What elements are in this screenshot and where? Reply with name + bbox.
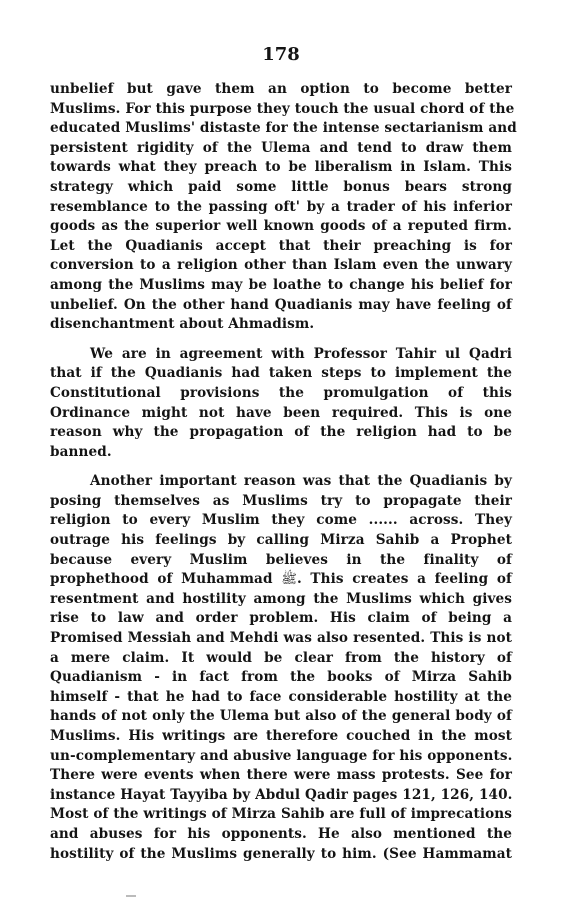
text-line: instance Hayat Tayyiba by Abdul Qadir pages 121, 126, 140.: [50, 786, 513, 803]
text-line: a mere claim. It would be clear from the history of: [50, 649, 512, 666]
text-line: that if the Quadianis had taken steps to implement the: [50, 365, 512, 382]
text-line: Muslims. His writings are therefore couched in the most: [50, 728, 512, 744]
text-line: towards what they preach to be liberalism in Islam. This: [50, 159, 512, 176]
honorific-glyph: ﷺ: [281, 572, 297, 588]
text-line: Most of the writings of Mirza Sahib are full of imprecations: [50, 806, 512, 823]
text-line: Ordinance might not have been required. This is one: [50, 404, 512, 421]
text-line: among the Muslims may be loathe to change his belief for: [50, 276, 512, 293]
text-line: educated Muslims' distaste for the intense sectarianism and: [50, 120, 517, 137]
text-line: conversion to a religion other than Islam even the unwary: [50, 257, 512, 274]
text-line: un-complementary and abusive language for his opponents.: [50, 747, 513, 764]
text-line: Quadianism - in fact from the books of Mirza Sahib: [50, 669, 512, 686]
body-text: [50, 80, 517, 864]
text-line: There were events when there were mass protests. See for: [50, 767, 512, 784]
text-line: resentment and hostility among the Muslims which gives: [50, 590, 512, 607]
text-line: banned.: [50, 443, 112, 460]
text-line-content: . This creates a feeling of: [296, 571, 512, 588]
scan-mark: [126, 895, 136, 897]
text-line: Constitutional provisions the promulgation of this: [50, 384, 512, 401]
text-line: unbelief but gave them an option to become better: [50, 81, 512, 97]
text-line: persistent rigidity of the Ulema and tend to draw them: [50, 139, 512, 156]
text-line: reason why the propagation of the religion had to be: [50, 424, 512, 441]
text-line: [50, 472, 512, 492]
paragraph-3: [50, 472, 512, 864]
paragraph-1: [50, 80, 517, 335]
text-line: Muslims. For this purpose they touch the usual chord of the: [50, 100, 515, 117]
page-number: 178: [262, 44, 300, 65]
paragraph-2: [50, 345, 512, 463]
text-line: hostility of the Muslims generally to him. (See Hammamat: [50, 845, 512, 862]
text-line: resemblance to the passing oft' by a trader of his inferior: [50, 198, 512, 215]
text-line: posing themselves as Muslims try to propagate their: [50, 492, 512, 509]
text-line: disenchantment about Ahmadism.: [50, 316, 315, 333]
text-line: strategy which paid some little bonus bears strong: [50, 178, 512, 195]
text-line: hands of not only the Ulema but also of the general body of: [50, 708, 512, 725]
text-line: and abuses for his opponents. He also mentioned the: [50, 825, 512, 842]
text-line: [50, 345, 512, 365]
text-line: [50, 570, 512, 590]
text-line: Let the Quadianis accept that their preaching is for: [50, 237, 512, 254]
text-line: unbelief. On the other hand Quadianis may have feeling of: [50, 296, 512, 313]
text-line: outrage his feelings by calling Mirza Sahib a Prophet: [50, 532, 512, 549]
text-line: goods as the superior well known goods of a reputed firm.: [50, 218, 512, 235]
text-line-content: We are in agreement with Professor Tahir ul Qadri: [90, 345, 512, 362]
text-line: rise to law and order problem. His claim of being a: [50, 610, 512, 627]
text-line: religion to every Muslim they come ...... across. They: [50, 512, 512, 529]
text-line-content: prophethood of Muhammad: [50, 571, 273, 588]
text-line: Promised Messiah and Mehdi was also resented. This is not: [50, 630, 512, 647]
text-line: himself - that he had to face considerable hostility at the: [50, 688, 512, 705]
text-line: because every Muslim believes in the finality of: [50, 551, 512, 568]
text-line-content: Another important reason was that the Quadianis by: [90, 473, 512, 490]
